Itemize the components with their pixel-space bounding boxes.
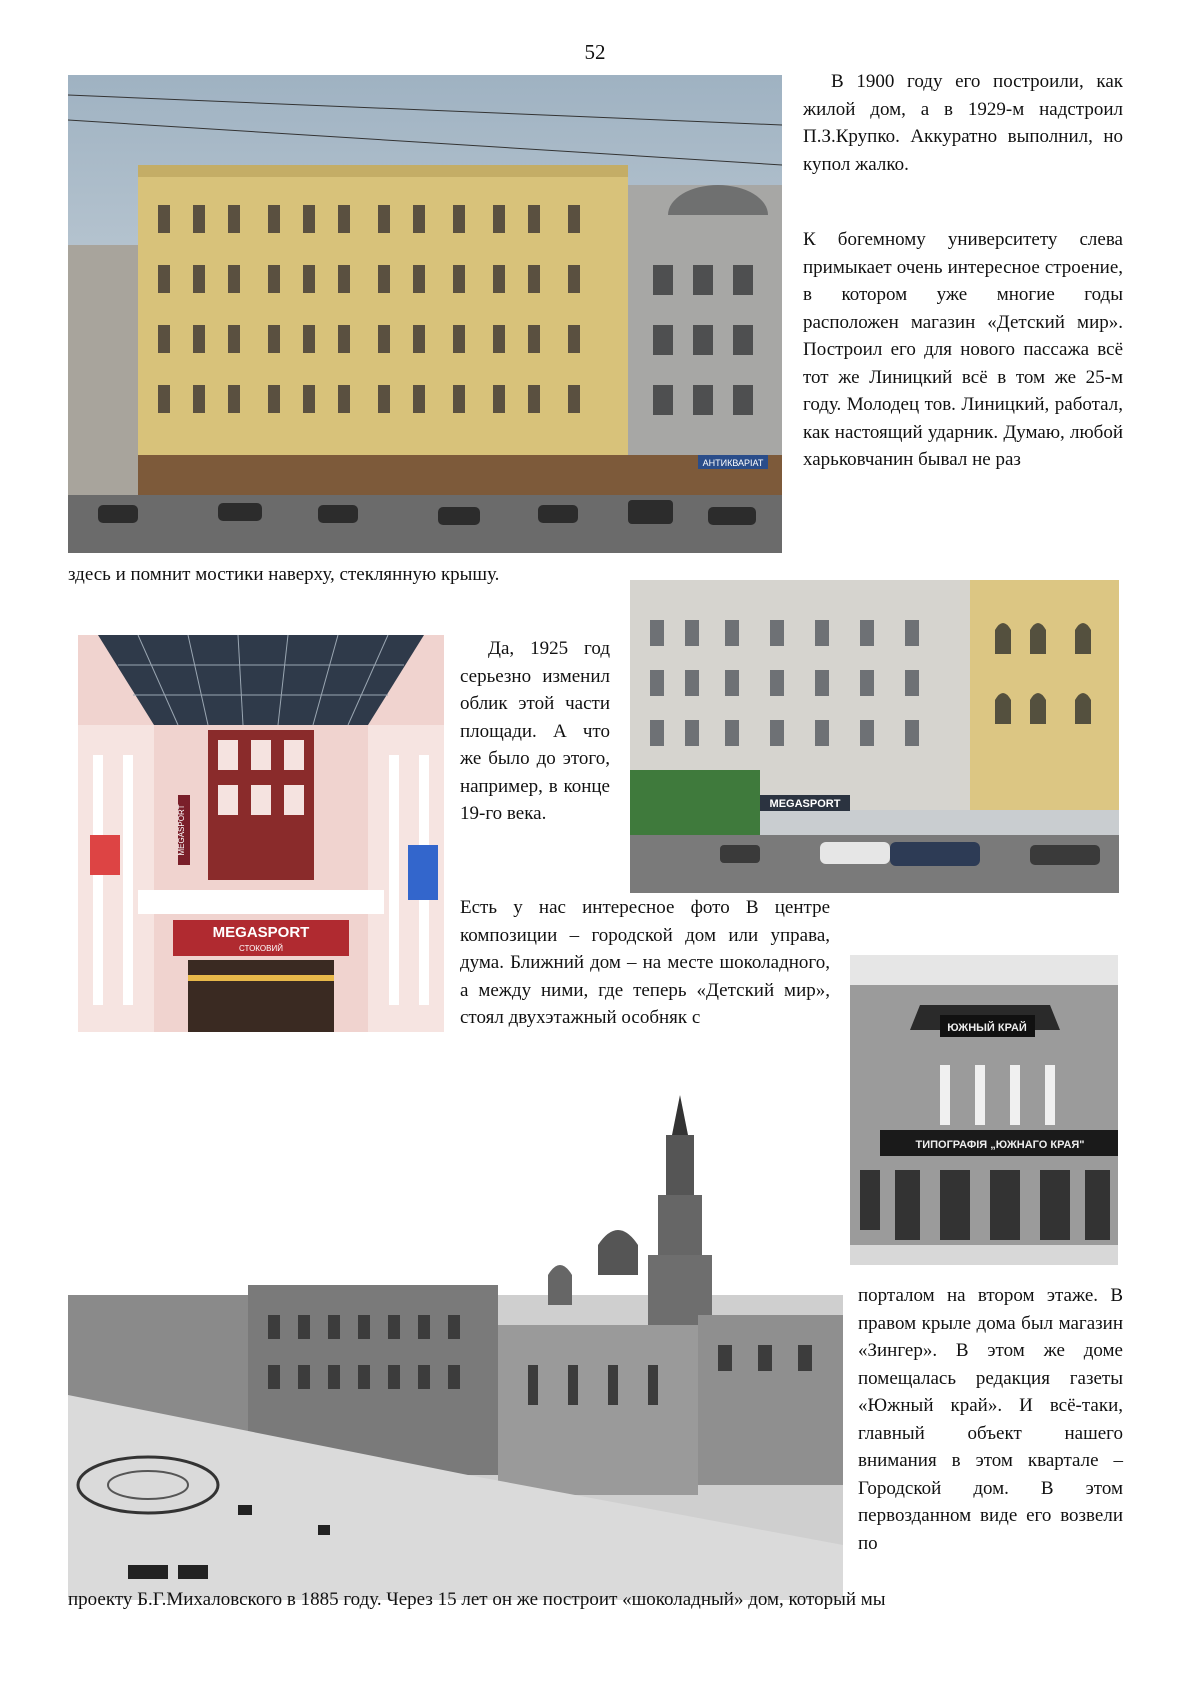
photo-street-view (630, 580, 1119, 893)
paragraph-4: Есть у нас интересное фото В центре композиции – городской дом или управа, дума. Ближний дом – на месте шоколадного, а между ними, где теперь «Детский мир», стоял двухэтажный особняк с (460, 897, 830, 1028)
paragraph-1: В 1900 году его построили, как жилой дом, а в 1929-м надстроил П.З.Крупко. Аккуратно выполнил, но купол жалко. (803, 71, 1123, 175)
paragraph-6: проекту Б.Г.Михаловского в 1885 году. Через 15 лет он же построит «шоколадный» дом, который мы (68, 1589, 886, 1610)
mall-megasport-subsign: СТОКОВИЙ (239, 944, 283, 953)
paragraph-2-right: К богемному университету слева примыкает очень интересное строение, в котором уже многие годы расположен магазин «Детский мир». Построил его для нового пассажа всё тот же Линицкий всё в том же 25-м году. Молодец тов. Линицкий, работал, как настоящий ударник. Думаю, любой харьковчанин бывал не раз (803, 229, 1123, 470)
photo-historic-square (68, 1095, 843, 1600)
antique-shop-sign: АНТИКВАРІАТ (702, 458, 764, 468)
page-number: 52 (584, 40, 606, 64)
mall-megasport-sign: MEGASPORT (212, 924, 310, 941)
paragraph-3: Да, 1925 год серьезно изменил облик этой части площади. А что же было до этого, например, в конце 19-го века. (460, 638, 610, 824)
photo-historic-yuzhny-krai (850, 955, 1118, 1265)
historic-sign-typography: ТИПОГРАФІЯ „ЮЖНАГО КРАЯ" (915, 1139, 1085, 1151)
paragraph-2-continued: здесь и помнит мостики наверху, стеклянную крышу. (68, 564, 500, 585)
photo-chocolate-house (68, 75, 782, 553)
street-megasport-sign: MEGASPORT (769, 798, 841, 810)
photo-mall-interior (78, 635, 444, 1032)
mall-vertical-banner: MEGASPORT (177, 804, 186, 856)
historic-sign-yuzhny-krai: ЮЖНЫЙ КРАЙ (947, 1022, 1027, 1034)
paragraph-5: порталом на втором этаже. В правом крыле дома был магазин «Зингер». В этом же доме помещалась редакция газеты «Южный край». И всё-таки, главный объект нашего внимания в этом квартале – Городской дом. В этом первозданном виде его возвели по (858, 1285, 1123, 1554)
